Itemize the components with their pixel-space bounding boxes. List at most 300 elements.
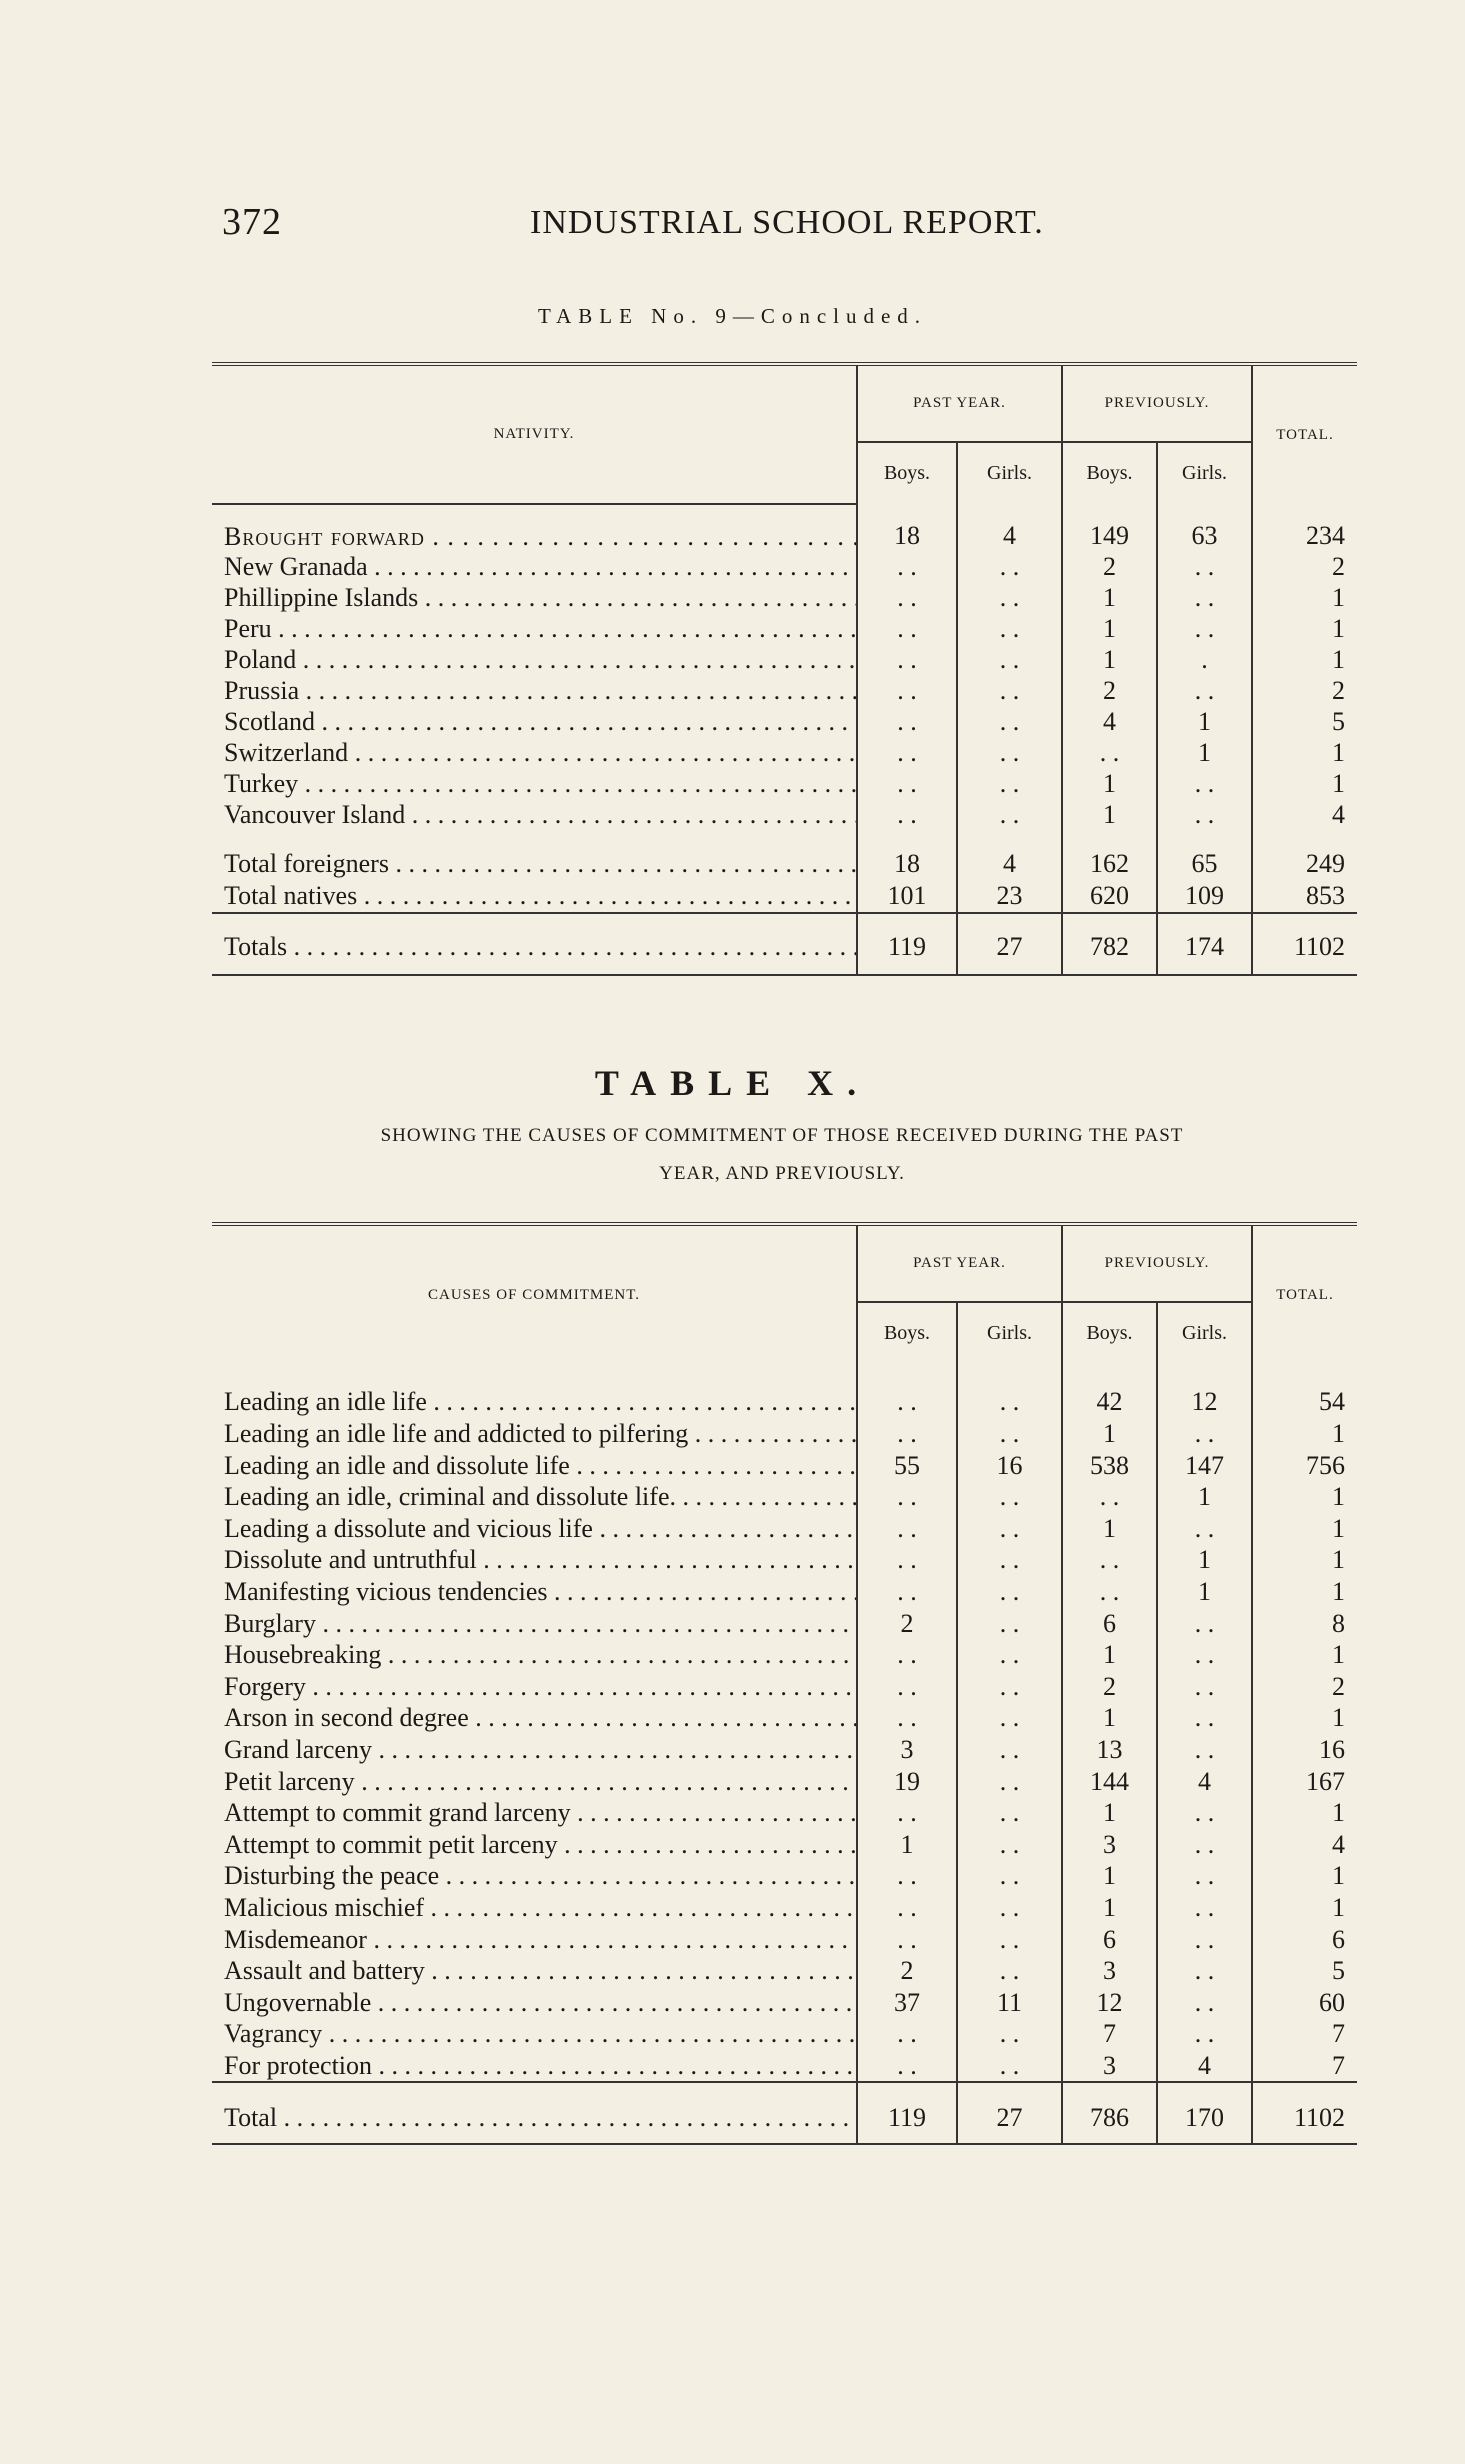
row-label <box>212 645 857 676</box>
totals-row <box>212 913 1357 975</box>
row-label-text: Total natives . . . <box>224 881 856 911</box>
total-cell: 249 <box>1252 831 1357 881</box>
past-boys-cell: . . <box>857 707 957 738</box>
prev-boys-cell: 1 <box>1062 583 1157 614</box>
prev-boys-cell: 4 <box>1062 707 1157 738</box>
past-boys-cell: . . <box>857 2019 957 2051</box>
past-year-header: PAST YEAR. <box>857 1224 1062 1302</box>
totals-row <box>212 2082 1357 2144</box>
prev-boys-cell: 538 <box>1062 1451 1157 1483</box>
row-label <box>212 1988 857 2020</box>
boys-header: Boys. <box>857 442 957 504</box>
past-girls-cell: . . <box>957 1798 1062 1830</box>
table-row <box>212 1956 1357 1988</box>
prev-boys-cell: 620 <box>1062 881 1157 913</box>
prev-girls-cell: 63 <box>1157 504 1252 552</box>
row-label-text: Burglary . . . <box>224 1609 856 1639</box>
prev-boys-cell: . . <box>1062 1577 1157 1609</box>
prev-girls-cell: . . <box>1157 1861 1252 1893</box>
past-boys-cell: . . <box>857 1419 957 1451</box>
table-row <box>212 1364 1357 1419</box>
row-label <box>212 707 857 738</box>
prev-boys-cell: 1 <box>1062 769 1157 800</box>
past-boys-cell: 19 <box>857 1767 957 1799</box>
table-row <box>212 1988 1357 2020</box>
row-label <box>212 1893 857 1925</box>
past-girls-cell: . . <box>957 1419 1062 1451</box>
row-label-text: Assault and battery . . . <box>224 1956 856 1986</box>
prev-boys-cell: . . <box>1062 1482 1157 1514</box>
past-girls-cell: . . <box>957 2019 1062 2051</box>
past-girls-cell: 4 <box>957 831 1062 881</box>
past-boys-cell: . . <box>857 800 957 831</box>
prev-boys-cell: 1 <box>1062 1798 1157 1830</box>
prev-boys-cell: 786 <box>1062 2082 1157 2144</box>
prev-boys-cell: 12 <box>1062 1988 1157 2020</box>
prev-boys-cell: 1 <box>1062 1861 1157 1893</box>
past-boys-cell: . . <box>857 2051 957 2083</box>
total-cell: 1 <box>1252 614 1357 645</box>
table10-title: TABLE X. <box>594 1063 871 1103</box>
prev-boys-cell: 1 <box>1062 1514 1157 1546</box>
row-label <box>212 1482 857 1514</box>
past-boys-cell: . . <box>857 614 957 645</box>
row-label-text: New Granada . . . <box>224 552 856 582</box>
past-boys-cell: 2 <box>857 1956 957 1988</box>
past-girls-cell: . . <box>957 614 1062 645</box>
row-label <box>212 1830 857 1862</box>
past-girls-cell: . . <box>957 1545 1062 1577</box>
total-cell: 1 <box>1252 1893 1357 1925</box>
total-cell: 1 <box>1252 1798 1357 1830</box>
row-label <box>212 1703 857 1735</box>
row-label <box>212 913 857 975</box>
row-label <box>212 2051 857 2083</box>
table-row <box>212 504 1357 552</box>
past-girls-cell: . . <box>957 1735 1062 1767</box>
table-row <box>212 1735 1357 1767</box>
prev-boys-cell: 42 <box>1062 1364 1157 1419</box>
row-label <box>212 1545 857 1577</box>
past-girls-cell: . . <box>957 1956 1062 1988</box>
table-row <box>212 1925 1357 1957</box>
row-label <box>212 1861 857 1893</box>
prev-boys-cell: 2 <box>1062 1672 1157 1704</box>
prev-girls-cell: . . <box>1157 1988 1252 2020</box>
total-cell: 1 <box>1252 645 1357 676</box>
total-cell: 4 <box>1252 1830 1357 1862</box>
total-cell: 2 <box>1252 676 1357 707</box>
total-cell: 8 <box>1252 1609 1357 1641</box>
prev-boys-cell: 149 <box>1062 504 1157 552</box>
past-girls-cell: 11 <box>957 1988 1062 2020</box>
past-girls-cell: . . <box>957 1482 1062 1514</box>
row-label <box>212 800 857 831</box>
past-boys-cell: 55 <box>857 1451 957 1483</box>
total-cell: 7 <box>1252 2051 1357 2083</box>
total-cell: 1 <box>1252 1703 1357 1735</box>
total-cell: 234 <box>1252 504 1357 552</box>
row-label-text: Prussia . . . <box>224 676 856 706</box>
total-cell: 1 <box>1252 1482 1357 1514</box>
row-label <box>212 676 857 707</box>
boys-header: Boys. <box>857 1302 957 1364</box>
row-label-text: Vagrancy . . . <box>224 2019 856 2049</box>
prev-boys-cell: 1 <box>1062 1703 1157 1735</box>
total-cell: 1 <box>1252 1419 1357 1451</box>
past-girls-cell: . . <box>957 1861 1062 1893</box>
prev-girls-cell: . . <box>1157 1672 1252 1704</box>
total-cell: 60 <box>1252 1988 1357 2020</box>
prev-girls-cell: . . <box>1157 1830 1252 1862</box>
row-label <box>212 1419 857 1451</box>
prev-girls-cell: . . <box>1157 583 1252 614</box>
prev-girls-cell: . . <box>1157 2019 1252 2051</box>
past-girls-cell: . . <box>957 1609 1062 1641</box>
past-boys-cell: . . <box>857 1703 957 1735</box>
past-girls-cell: . . <box>957 1364 1062 1419</box>
row-label-text: Ungovernable . . . <box>224 1988 856 2018</box>
prev-girls-cell: . . <box>1157 1735 1252 1767</box>
past-boys-cell: . . <box>857 769 957 800</box>
past-boys-cell: 37 <box>857 1988 957 2020</box>
prev-boys-cell: 13 <box>1062 1735 1157 1767</box>
row-label <box>212 1925 857 1957</box>
prev-girls-cell: 12 <box>1157 1364 1252 1419</box>
past-boys-cell: . . <box>857 1514 957 1546</box>
page-header <box>222 200 1352 250</box>
row-label-text: Total . . . <box>224 2103 856 2133</box>
row-label-text: Petit larceny . . . <box>224 1767 856 1797</box>
total-cell: 1 <box>1252 583 1357 614</box>
prev-girls-cell: 1 <box>1157 1545 1252 1577</box>
prev-boys-cell: 1 <box>1062 800 1157 831</box>
past-boys-cell: . . <box>857 645 957 676</box>
past-boys-cell: . . <box>857 1672 957 1704</box>
total-cell: 1 <box>1252 1545 1357 1577</box>
row-label <box>212 1577 857 1609</box>
past-girls-cell: 4 <box>957 504 1062 552</box>
past-girls-cell: 27 <box>957 913 1062 975</box>
row-label <box>212 881 857 913</box>
total-cell: 1 <box>1252 769 1357 800</box>
prev-girls-cell: . . <box>1157 676 1252 707</box>
row-label-text: Arson in second degree . . . <box>224 1703 856 1733</box>
past-girls-cell: 16 <box>957 1451 1062 1483</box>
row-label-text: Leading an idle life . . . <box>224 1387 856 1417</box>
row-label-text: For protection . . . <box>224 2051 856 2081</box>
past-boys-cell: . . <box>857 1861 957 1893</box>
past-boys-cell: . . <box>857 1893 957 1925</box>
past-boys-cell: . . <box>857 1798 957 1830</box>
row-label <box>212 552 857 583</box>
prev-boys-cell: 3 <box>1062 2051 1157 2083</box>
past-boys-cell: 119 <box>857 2082 957 2144</box>
prev-girls-cell: . . <box>1157 800 1252 831</box>
past-girls-cell: . . <box>957 800 1062 831</box>
row-label-text: Manifesting vicious tendencies . . . <box>224 1577 856 1607</box>
row-label-text: Leading an idle life and addicted to pilfering . . . <box>224 1419 856 1449</box>
row-label-text: Brought forward . . . <box>224 522 856 552</box>
prev-girls-cell: . . <box>1157 1798 1252 1830</box>
prev-girls-cell: . . <box>1157 1609 1252 1641</box>
past-boys-cell: 1 <box>857 1830 957 1862</box>
past-boys-cell: . . <box>857 738 957 769</box>
total-cell: 167 <box>1252 1767 1357 1799</box>
row-label <box>212 738 857 769</box>
running-title: INDUSTRIAL SCHOOL REPORT. <box>530 204 1044 241</box>
past-boys-cell: 101 <box>857 881 957 913</box>
past-girls-cell: 27 <box>957 2082 1062 2144</box>
table9-subtitle: TABLE No. 9—Concluded. <box>537 304 928 328</box>
past-boys-cell: . . <box>857 1925 957 1957</box>
row-label <box>212 831 857 881</box>
prev-girls-cell: 147 <box>1157 1451 1252 1483</box>
table-row <box>212 1798 1357 1830</box>
total-cell: 6 <box>1252 1925 1357 1957</box>
past-boys-cell: . . <box>857 1640 957 1672</box>
prev-girls-cell: . . <box>1157 1893 1252 1925</box>
row-label <box>212 1798 857 1830</box>
prev-boys-cell: 782 <box>1062 913 1157 975</box>
prev-girls-cell: . . <box>1157 614 1252 645</box>
row-label <box>212 1609 857 1641</box>
prev-boys-cell: 1 <box>1062 645 1157 676</box>
prev-girls-cell: 1 <box>1157 707 1252 738</box>
total-cell: 2 <box>1252 552 1357 583</box>
total-cell: 1102 <box>1252 913 1357 975</box>
table-row <box>212 1893 1357 1925</box>
subtotal-row <box>212 881 1357 913</box>
row-label-text: Dissolute and untruthful . . . <box>224 1545 856 1575</box>
nativity-header: NATIVITY. <box>212 364 857 504</box>
nativity-table <box>212 362 1357 976</box>
past-boys-cell: . . <box>857 1364 957 1419</box>
total-cell: 54 <box>1252 1364 1357 1419</box>
table-row <box>212 552 1357 583</box>
past-girls-cell: . . <box>957 707 1062 738</box>
past-girls-cell: . . <box>957 1703 1062 1735</box>
table-row <box>212 614 1357 645</box>
boys-header: Boys. <box>1062 1302 1157 1364</box>
row-label-text: Attempt to commit grand larceny . . . <box>224 1798 856 1828</box>
girls-header: Girls. <box>1157 442 1252 504</box>
table-row <box>212 1545 1357 1577</box>
row-label <box>212 2082 857 2144</box>
row-label-text: Phillippine Islands . . . <box>224 583 856 613</box>
prev-boys-cell: 144 <box>1062 1767 1157 1799</box>
causes-table <box>212 1222 1357 2145</box>
table-row <box>212 1703 1357 1735</box>
row-label-text: Misdemeanor . . . <box>224 1925 856 1955</box>
prev-girls-cell: 1 <box>1157 1482 1252 1514</box>
girls-header: Girls. <box>1157 1302 1252 1364</box>
past-girls-cell: . . <box>957 1830 1062 1862</box>
total-cell: 5 <box>1252 707 1357 738</box>
past-boys-cell: . . <box>857 676 957 707</box>
table-row <box>212 1419 1357 1451</box>
prev-boys-cell: 6 <box>1062 1925 1157 1957</box>
past-year-header: PAST YEAR. <box>857 364 1062 442</box>
prev-boys-cell: . . <box>1062 1545 1157 1577</box>
row-label-text: Attempt to commit petit larceny . . . <box>224 1830 856 1860</box>
total-cell: 853 <box>1252 881 1357 913</box>
total-cell: 1 <box>1252 738 1357 769</box>
total-cell: 1 <box>1252 1514 1357 1546</box>
prev-boys-cell: 7 <box>1062 2019 1157 2051</box>
page-number: 372 <box>222 201 282 243</box>
table-row <box>212 1514 1357 1546</box>
prev-girls-cell: 1 <box>1157 738 1252 769</box>
row-label <box>212 1364 857 1419</box>
row-label <box>212 504 857 552</box>
row-label <box>212 1640 857 1672</box>
table-row <box>212 645 1357 676</box>
prev-girls-cell: 65 <box>1157 831 1252 881</box>
total-cell: 1 <box>1252 1640 1357 1672</box>
row-label-text: Malicious mischief . . . <box>224 1893 856 1923</box>
row-label-text: Turkey . . . <box>224 769 856 799</box>
past-girls-cell: . . <box>957 738 1062 769</box>
subtotal-row <box>212 831 1357 881</box>
past-boys-cell: . . <box>857 1577 957 1609</box>
row-label-text: Scotland . . . <box>224 707 856 737</box>
prev-boys-cell: 1 <box>1062 1419 1157 1451</box>
past-girls-cell: . . <box>957 583 1062 614</box>
prev-girls-cell: . . <box>1157 1640 1252 1672</box>
past-girls-cell: . . <box>957 769 1062 800</box>
prev-boys-cell: 162 <box>1062 831 1157 881</box>
row-label <box>212 1735 857 1767</box>
prev-girls-cell: 170 <box>1157 2082 1252 2144</box>
prev-boys-cell: 3 <box>1062 1830 1157 1862</box>
total-cell: 7 <box>1252 2019 1357 2051</box>
total-cell: 16 <box>1252 1735 1357 1767</box>
row-label-text: Switzerland . . . <box>224 738 856 768</box>
table-row <box>212 1767 1357 1799</box>
row-label-text: Total foreigners . . . <box>224 849 856 879</box>
total-cell: 1 <box>1252 1577 1357 1609</box>
prev-girls-cell: 4 <box>1157 1767 1252 1799</box>
row-label-text: Poland . . . <box>224 645 856 675</box>
row-label <box>212 583 857 614</box>
table-row <box>212 676 1357 707</box>
table-row <box>212 1577 1357 1609</box>
table10-caption-line2: YEAR, AND PREVIOUSLY. <box>659 1163 905 1184</box>
past-girls-cell: . . <box>957 1893 1062 1925</box>
prev-boys-cell: 2 <box>1062 676 1157 707</box>
row-label <box>212 1451 857 1483</box>
table-row <box>212 2051 1357 2083</box>
prev-girls-cell: . . <box>1157 1925 1252 1957</box>
prev-girls-cell: . . <box>1157 1956 1252 1988</box>
past-boys-cell: . . <box>857 1482 957 1514</box>
row-label <box>212 1956 857 1988</box>
causes-header: CAUSES OF COMMITMENT. <box>428 1286 640 1303</box>
table-row <box>212 1830 1357 1862</box>
past-girls-cell: . . <box>957 1577 1062 1609</box>
table-row <box>212 1451 1357 1483</box>
prev-girls-cell: . . <box>1157 552 1252 583</box>
previously-header: PREVIOUSLY. <box>1062 1224 1252 1302</box>
total-cell: 5 <box>1252 1956 1357 1988</box>
prev-boys-cell: 3 <box>1062 1956 1157 1988</box>
table-row <box>212 707 1357 738</box>
prev-girls-cell: 174 <box>1157 913 1252 975</box>
prev-boys-cell: 1 <box>1062 1893 1157 1925</box>
table-row <box>212 1640 1357 1672</box>
past-girls-cell: . . <box>957 552 1062 583</box>
row-label <box>212 614 857 645</box>
row-label <box>212 1767 857 1799</box>
table-row <box>212 2019 1357 2051</box>
prev-girls-cell: . . <box>1157 1703 1252 1735</box>
prev-boys-cell: 2 <box>1062 552 1157 583</box>
table-row <box>212 1672 1357 1704</box>
prev-boys-cell: . . <box>1062 738 1157 769</box>
past-girls-cell: . . <box>957 2051 1062 2083</box>
row-label <box>212 2019 857 2051</box>
prev-girls-cell: . . <box>1157 769 1252 800</box>
row-label <box>212 1672 857 1704</box>
past-girls-cell: . . <box>957 1672 1062 1704</box>
prev-boys-cell: 6 <box>1062 1609 1157 1641</box>
total-cell: 4 <box>1252 800 1357 831</box>
past-girls-cell: . . <box>957 1925 1062 1957</box>
row-label-text: Grand larceny . . . <box>224 1735 856 1765</box>
table-row <box>212 1861 1357 1893</box>
table-row <box>212 738 1357 769</box>
past-girls-cell: . . <box>957 1514 1062 1546</box>
prev-boys-cell: 1 <box>1062 614 1157 645</box>
past-girls-cell: . . <box>957 676 1062 707</box>
past-boys-cell: 119 <box>857 913 957 975</box>
past-girls-cell: 23 <box>957 881 1062 913</box>
prev-girls-cell: 109 <box>1157 881 1252 913</box>
prev-girls-cell: . . <box>1157 1514 1252 1546</box>
total-cell: 1102 <box>1252 2082 1357 2144</box>
past-boys-cell: 18 <box>857 504 957 552</box>
row-label-text: Housebreaking . . . <box>224 1640 856 1670</box>
past-girls-cell: . . <box>957 1640 1062 1672</box>
girls-header: Girls. <box>957 1302 1062 1364</box>
total-cell: 2 <box>1252 1672 1357 1704</box>
prev-girls-cell: 1 <box>1157 1577 1252 1609</box>
total-header: TOTAL. <box>1252 364 1357 504</box>
total-cell: 1 <box>1252 1861 1357 1893</box>
table-row <box>212 800 1357 831</box>
prev-boys-cell: 1 <box>1062 1640 1157 1672</box>
table-row <box>212 583 1357 614</box>
row-label-text: Peru . . . <box>224 614 856 644</box>
row-label-text: Leading a dissolute and vicious life . . . <box>224 1514 856 1544</box>
past-boys-cell: . . <box>857 583 957 614</box>
past-boys-cell: 18 <box>857 831 957 881</box>
table10-caption-line1: SHOWING THE CAUSES OF COMMITMENT OF THOSE RECEIVED DURING THE PAST <box>380 1125 1184 1146</box>
prev-girls-cell: . . <box>1157 1419 1252 1451</box>
past-girls-cell: . . <box>957 645 1062 676</box>
table-row <box>212 769 1357 800</box>
girls-header: Girls. <box>957 442 1062 504</box>
row-label-text: Leading an idle and dissolute life . . . <box>224 1451 856 1481</box>
table-row <box>212 1482 1357 1514</box>
past-girls-cell: . . <box>957 1767 1062 1799</box>
row-label <box>212 1514 857 1546</box>
prev-girls-cell: . <box>1157 645 1252 676</box>
row-label-text: Forgery . . . <box>224 1672 856 1702</box>
past-boys-cell: 3 <box>857 1735 957 1767</box>
row-label-text: Disturbing the peace . . . <box>224 1861 856 1891</box>
